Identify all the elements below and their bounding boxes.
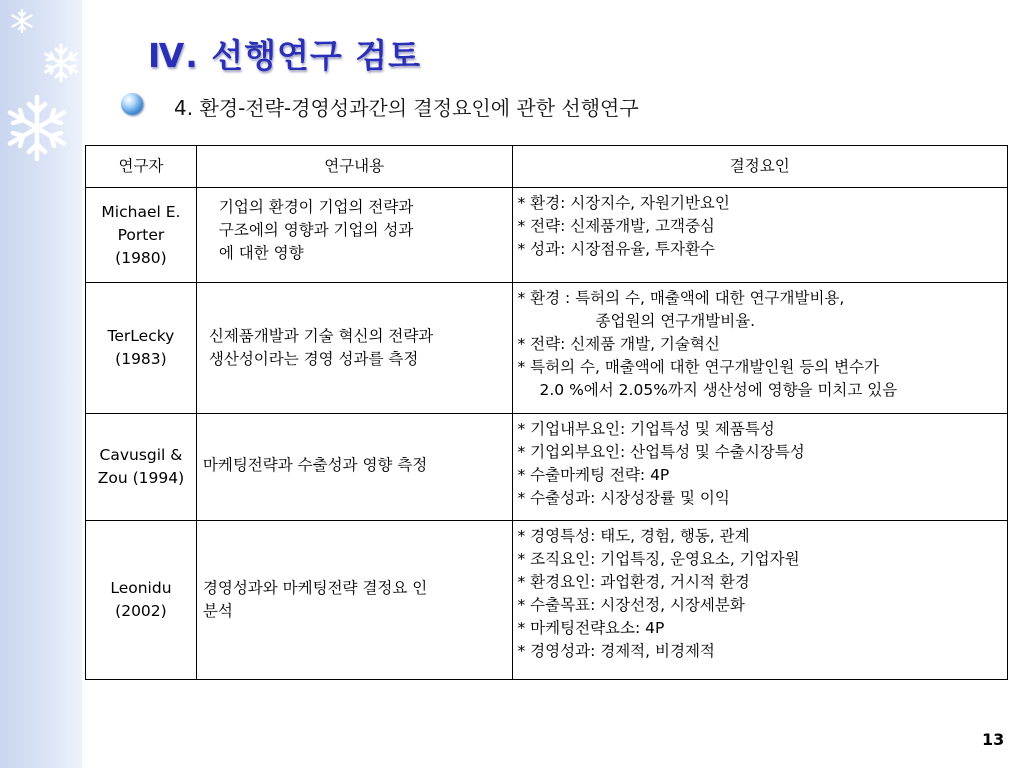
- content-line: 신제품개발과 기술 혁신의 전략과: [208, 327, 434, 345]
- header-content: 연구내용: [196, 146, 512, 188]
- table-row: [86, 188, 1008, 283]
- researcher-line: (1983): [115, 350, 167, 368]
- content-line: 경영성과와 마케팅전략 결정요 인: [202, 579, 428, 597]
- researcher-line: Porter: [117, 225, 165, 244]
- decorative-sidebar: [0, 0, 82, 768]
- factor-line: * 경영특성: 태도, 경험, 행동, 관계: [517, 527, 750, 545]
- factor-line: * 마케팅전략요소: 4P: [517, 619, 665, 637]
- factors-cell: [512, 188, 1008, 283]
- researcher-cell: [86, 521, 197, 680]
- snowflake-small-icon: [9, 8, 35, 34]
- page-number: 13: [982, 730, 1005, 749]
- content-line: 마케팅전략과 수출성과 영향 측정: [202, 456, 428, 474]
- factors-cell: [512, 283, 1008, 414]
- content-line: 구조에의 영향과 기업의 성과: [218, 221, 414, 239]
- factor-line: * 수출성과: 시장성장률 및 이익: [517, 489, 730, 507]
- table-row: [86, 521, 1008, 680]
- content-cell: [196, 521, 512, 680]
- factor-line: * 전략: 신제품개발, 고객중심: [517, 217, 715, 235]
- researcher-cell: [86, 414, 197, 521]
- researcher-line: TerLecky: [107, 327, 175, 345]
- content-cell: [196, 188, 512, 283]
- factor-line: * 경영성과: 경제적, 비경제적: [517, 642, 715, 660]
- factor-line: 2.0 %에서 2.05%까지 생산성에 영향을 미치고 있음: [539, 381, 898, 399]
- factor-line: 종업원의 연구개발비율.: [595, 312, 756, 330]
- content-cell: [196, 414, 512, 521]
- header-researcher: 연구자: [86, 146, 197, 188]
- factor-line: * 기업내부요인: 기업특성 및 제품특성: [517, 420, 775, 438]
- factor-line: * 조직요인: 기업특징, 운영요소, 기업자원: [517, 550, 800, 568]
- research-table: [85, 145, 1008, 680]
- content-cell: [196, 283, 512, 414]
- snowflake-large-icon: [4, 93, 70, 163]
- factors-cell: [512, 414, 1008, 521]
- factor-line: * 수출마케팅 전략: 4P: [517, 466, 670, 484]
- researcher-line: (2002): [115, 602, 167, 620]
- header-factors: 결정요인: [512, 146, 1008, 188]
- slide-title: Ⅳ. 선행연구 검토: [148, 36, 422, 75]
- factor-line: * 특허의 수, 매출액에 대한 연구개발인원 등의 변수가: [517, 358, 880, 376]
- researcher-cell: [86, 188, 197, 283]
- content-line: 기업의 환경이 기업의 전략과: [218, 198, 414, 216]
- factor-line: * 수출목표: 시장선정, 시장세분화: [517, 596, 745, 614]
- factor-line: * 성과: 시장점유율, 투자환수: [517, 240, 715, 258]
- researcher-line: Zou (1994): [97, 469, 185, 487]
- researcher-line: Leonidu: [110, 579, 172, 597]
- factor-line: * 전략: 신제품 개발, 기술혁신: [517, 335, 720, 353]
- factor-line: * 환경 : 특허의 수, 매출액에 대한 연구개발비용,: [517, 289, 845, 307]
- factor-line: * 환경: 시장지수, 자원기반요인: [517, 194, 730, 212]
- bullet-orb-icon: [121, 93, 143, 115]
- table-row: [86, 283, 1008, 414]
- content-line: 분석: [202, 602, 233, 620]
- factor-line: * 기업외부요인: 산업특성 및 수출시장특성: [517, 443, 805, 461]
- table-row: [86, 414, 1008, 521]
- researcher-cell: [86, 283, 197, 414]
- factors-cell: [512, 521, 1008, 680]
- researcher-line: Michael E.: [101, 202, 181, 221]
- table-header-row: [86, 146, 1008, 188]
- researcher-line: (1980): [115, 248, 167, 267]
- slide-subtitle: 4. 환경-전략-경영성과간의 결정요인에 관한 선행연구: [174, 96, 639, 120]
- factor-line: * 환경요인: 과업환경, 거시적 환경: [517, 573, 750, 591]
- snowflake-medium-icon: [41, 42, 81, 84]
- content-line: 생산성이라는 경영 성과를 측정: [208, 350, 419, 368]
- content-line: 에 대한 영향: [218, 244, 304, 262]
- researcher-line: Cavusgil &: [99, 446, 183, 464]
